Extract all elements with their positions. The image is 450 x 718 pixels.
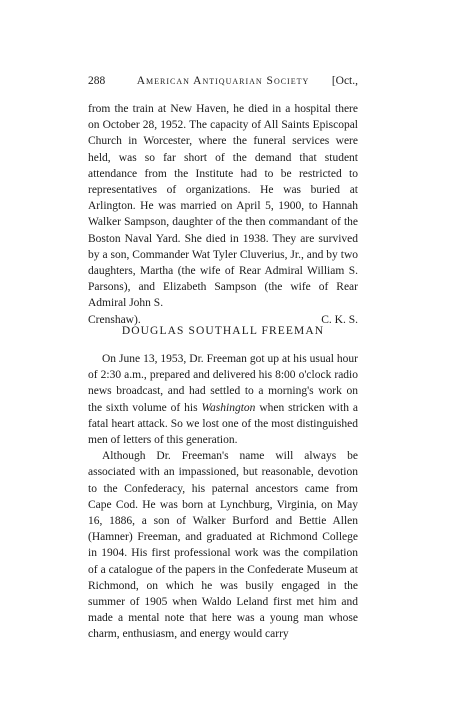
obituary-continuation	[88, 101, 358, 328]
page-number: 288	[88, 75, 106, 87]
paragraph-1	[88, 351, 358, 448]
last-line-text: Crenshaw).	[88, 313, 141, 326]
obituary-paragraph: from the train at New Haven, he died in a hospital there on October 28, 1952. The capacity of All Saints Episcopal Church in Worcester, where the funeral services were held, was so far short of the demand that student attendance from the Institute had to be restricted to representatives of organizations. He was buried at Arlington. He was married on April 5, 1900, to Hannah Walker Sampson, daughter of the then commandant of the Boston Naval Yard. She died in 1938. They are survived by a son, Commander Wat Tyler Cluverius, Jr., and by two daughters, Martha (the wife of Rear Admiral William S. Parsons), and Elizabeth Sampson (the wife of Rear Admiral John S.	[88, 103, 358, 310]
p1-text-after: when stricken with a fatal heart attack. So we lost one of the most distinguished men of letters of this generation.	[88, 401, 358, 447]
p1-text-before: On June 13, 1953, Dr. Freeman got up at his usual hour of 2:30 a.m., prepared and delivered his 8:00 o'clock radio news broadcast, and had settled to a morning's work on the sixth volume of his	[88, 353, 358, 414]
book-title-italic: Washington	[201, 401, 256, 414]
section-marker: [Oct.,	[331, 75, 358, 87]
paragraph-2: Although Dr. Freeman's name will always be associated with an impassioned, but reasonable, devotion to the Confederacy, his paternal ancestors came from Cape Cod. He was born at Lynchburg, Virginia, on May 16, 1886, a son of Walker Burford and Bettie Allen (Hamner) Freeman, and graduated at Richmond College in 1904. His first professional work was the compilation of a catalogue of the papers in the Confederate Museum at Richmond, on which he was busily engaged in the summer of 1905 when Waldo Leland first met him and made a mental note that here was a young man whose charm, enthusiasm, and energy would carry	[88, 450, 358, 641]
obituary-body	[88, 351, 358, 643]
page-header	[88, 73, 358, 89]
running-title: American Antiquarian Society	[136, 75, 310, 87]
obituary-title: DOUGLAS SOUTHALL FREEMAN	[121, 325, 325, 337]
author-initials: C. K. S.	[321, 313, 358, 326]
